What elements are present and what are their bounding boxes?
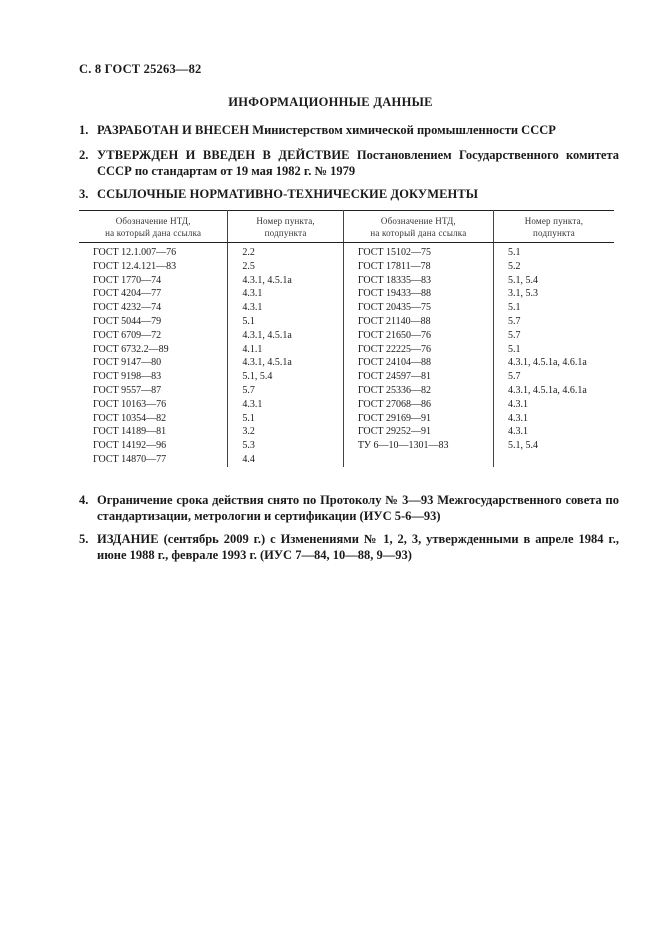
ref-point-cell: 5.7 <box>507 329 521 341</box>
ref-point-cell: 4.1.1 <box>228 343 343 357</box>
ref-point-cell: 4.3.1 <box>507 398 528 410</box>
ref-doc-cell: ГОСТ 14192—96 <box>79 439 228 453</box>
table-row <box>79 356 614 370</box>
reference-documents-table <box>79 210 614 467</box>
ref-doc-cell: ГОСТ 9147—80 <box>79 356 228 370</box>
ref-doc-cell: ГОСТ 22225—76 <box>343 343 493 357</box>
ref-doc-cell: ГОСТ 21140—88 <box>343 315 493 329</box>
ref-point-cell: 4.3.1 <box>507 412 528 424</box>
ref-point-cell: 5.1 <box>228 315 343 329</box>
ref-point-cell: 4.3.1, 4.5.1а <box>228 329 343 343</box>
table-header-row <box>79 211 614 243</box>
ref-doc-cell: ГОСТ 9557—87 <box>79 384 228 398</box>
item-text: Постановлением Государственного комитета СССР по стандартам от 19 мая 1982 г. № 1979 <box>97 148 619 178</box>
ref-doc-cell: ГОСТ 6709—72 <box>79 329 228 343</box>
ref-point-cell: 4.3.1 <box>228 287 343 301</box>
ref-point-cell: 4.3.1 <box>507 426 528 438</box>
ref-point-cell: 5.7 <box>507 315 521 327</box>
ref-doc-cell: ГОСТ 24597—81 <box>343 370 493 384</box>
table-row <box>79 301 614 315</box>
section-title: ИНФОРМАЦИОННЫЕ ДАННЫЕ <box>228 95 433 109</box>
table-row <box>79 329 614 343</box>
ref-point-cell: 5.1, 5.4 <box>507 440 538 452</box>
ref-doc-cell: ТУ 6—10—1301—83 <box>343 439 493 453</box>
table-row <box>79 287 614 301</box>
table-row <box>79 370 614 384</box>
ref-doc-cell: ГОСТ 14870—77 <box>79 453 228 467</box>
table-row <box>79 425 614 439</box>
ref-doc-cell: ГОСТ 4204—77 <box>79 287 228 301</box>
table-row <box>79 439 614 453</box>
item-heading: ССЫЛОЧНЫЕ НОРМАТИВНО-ТЕХНИЧЕСКИЕ ДОКУМЕНТЫ <box>97 187 479 201</box>
page-header: С. 8 ГОСТ 25263—82 <box>79 62 202 76</box>
table-row <box>79 274 614 288</box>
ref-doc-cell: ГОСТ 29252—91 <box>343 425 493 439</box>
item-number: 2. <box>79 148 89 162</box>
table-row <box>79 384 614 398</box>
item-number: 3. <box>79 187 89 201</box>
ref-point-cell: 4.3.1, 4.5.1а, 4.6.1а <box>507 357 587 369</box>
table-row <box>79 453 614 467</box>
ref-point-cell: 5.3 <box>228 439 343 453</box>
item-heading: ИЗДАНИЕ <box>97 532 159 546</box>
ref-point-cell: 5.7 <box>228 384 343 398</box>
ref-doc-cell: ГОСТ 25336—82 <box>343 384 493 398</box>
ref-doc-cell: ГОСТ 5044—79 <box>79 315 228 329</box>
ref-point-cell: 3.2 <box>228 425 343 439</box>
table-row <box>79 343 614 357</box>
ref-doc-cell: ГОСТ 10354—82 <box>79 412 228 426</box>
ref-point-cell: 5.1 <box>507 302 521 314</box>
ref-point-cell: 4.3.1 <box>228 301 343 315</box>
item-number: 4. <box>79 493 89 507</box>
item-heading: УТВЕРЖДЕН И ВВЕДЕН В ДЕЙСТВИЕ <box>97 148 350 162</box>
item-heading: РАЗРАБОТАН И ВНЕСЕН <box>97 123 250 137</box>
header-point-number: Номер пункта, подпункта <box>228 211 343 243</box>
ref-point-cell: 3.1, 5.3 <box>507 288 538 300</box>
ref-point-cell: 5.7 <box>507 371 521 383</box>
ref-point-cell: 2.5 <box>228 260 343 274</box>
ref-point-cell: 4.3.1 <box>228 398 343 412</box>
header-doc-designation: Обозначение НТД, на который дана ссылка <box>79 211 228 243</box>
ref-doc-cell: ГОСТ 12.1.007—76 <box>79 243 228 260</box>
header-point-number: Номер пункта, подпункта <box>493 211 614 243</box>
header-doc-designation: Обозначение НТД, на который дана ссылка <box>343 211 493 243</box>
table-row <box>79 260 614 274</box>
ref-doc-cell: ГОСТ 12.4.121—83 <box>79 260 228 274</box>
ref-point-cell: 4.3.1, 4.5.1а <box>228 356 343 370</box>
item-number: 1. <box>79 123 89 137</box>
ref-point-cell: 2.2 <box>228 243 343 260</box>
ref-doc-cell: ГОСТ 27068—86 <box>343 398 493 412</box>
ref-point-cell: 4.4 <box>228 453 343 467</box>
ref-doc-cell: ГОСТ 21650—76 <box>343 329 493 343</box>
table-row <box>79 243 614 260</box>
ref-doc-cell: ГОСТ 29169—91 <box>343 412 493 426</box>
ref-doc-cell: ГОСТ 1770—74 <box>79 274 228 288</box>
ref-point-cell: 5.1 <box>507 247 521 258</box>
ref-doc-cell: ГОСТ 18335—83 <box>343 274 493 288</box>
ref-doc-cell: ГОСТ 17811—78 <box>343 260 493 274</box>
item-text: Ограничение срока действия снято по Протоколу № 3—93 Межгосударственного совета по стандартизации, метрологии и сертификации (ИУС 5-6—93) <box>97 493 619 523</box>
ref-point-cell <box>493 453 614 467</box>
table-row <box>79 398 614 412</box>
ref-point-cell: 5.2 <box>507 260 521 272</box>
ref-doc-cell: ГОСТ 19433—88 <box>343 287 493 301</box>
ref-doc-cell: ГОСТ 4232—74 <box>79 301 228 315</box>
ref-doc-cell <box>343 453 493 467</box>
ref-point-cell: 4.3.1, 4.5.1а <box>228 274 343 288</box>
ref-doc-cell: ГОСТ 20435—75 <box>343 301 493 315</box>
table-row <box>79 315 614 329</box>
item-number: 5. <box>79 532 89 546</box>
ref-doc-cell: ГОСТ 6732.2—89 <box>79 343 228 357</box>
ref-doc-cell: ГОСТ 10163—76 <box>79 398 228 412</box>
ref-point-cell: 5.1, 5.4 <box>507 274 538 286</box>
ref-point-cell: 5.1 <box>228 412 343 426</box>
ref-point-cell: 5.1 <box>507 343 521 355</box>
table-row <box>79 412 614 426</box>
ref-doc-cell: ГОСТ 14189—81 <box>79 425 228 439</box>
item-text: (сентябрь 2009 г.) с Изменениями № 1, 2, 3, утвержденными в апреле 1984 г., июне 1988 г., феврале 1993 г. (ИУС 7—84, 10—88, 9—93) <box>97 532 619 562</box>
ref-point-cell: 5.1, 5.4 <box>228 370 343 384</box>
ref-point-cell: 4.3.1, 4.5.1а, 4.6.1а <box>507 384 587 396</box>
item-text: Министерством химической промышленности СССР <box>249 123 556 137</box>
ref-doc-cell: ГОСТ 24104—88 <box>343 356 493 370</box>
ref-doc-cell: ГОСТ 15102—75 <box>343 243 493 260</box>
ref-doc-cell: ГОСТ 9198—83 <box>79 370 228 384</box>
